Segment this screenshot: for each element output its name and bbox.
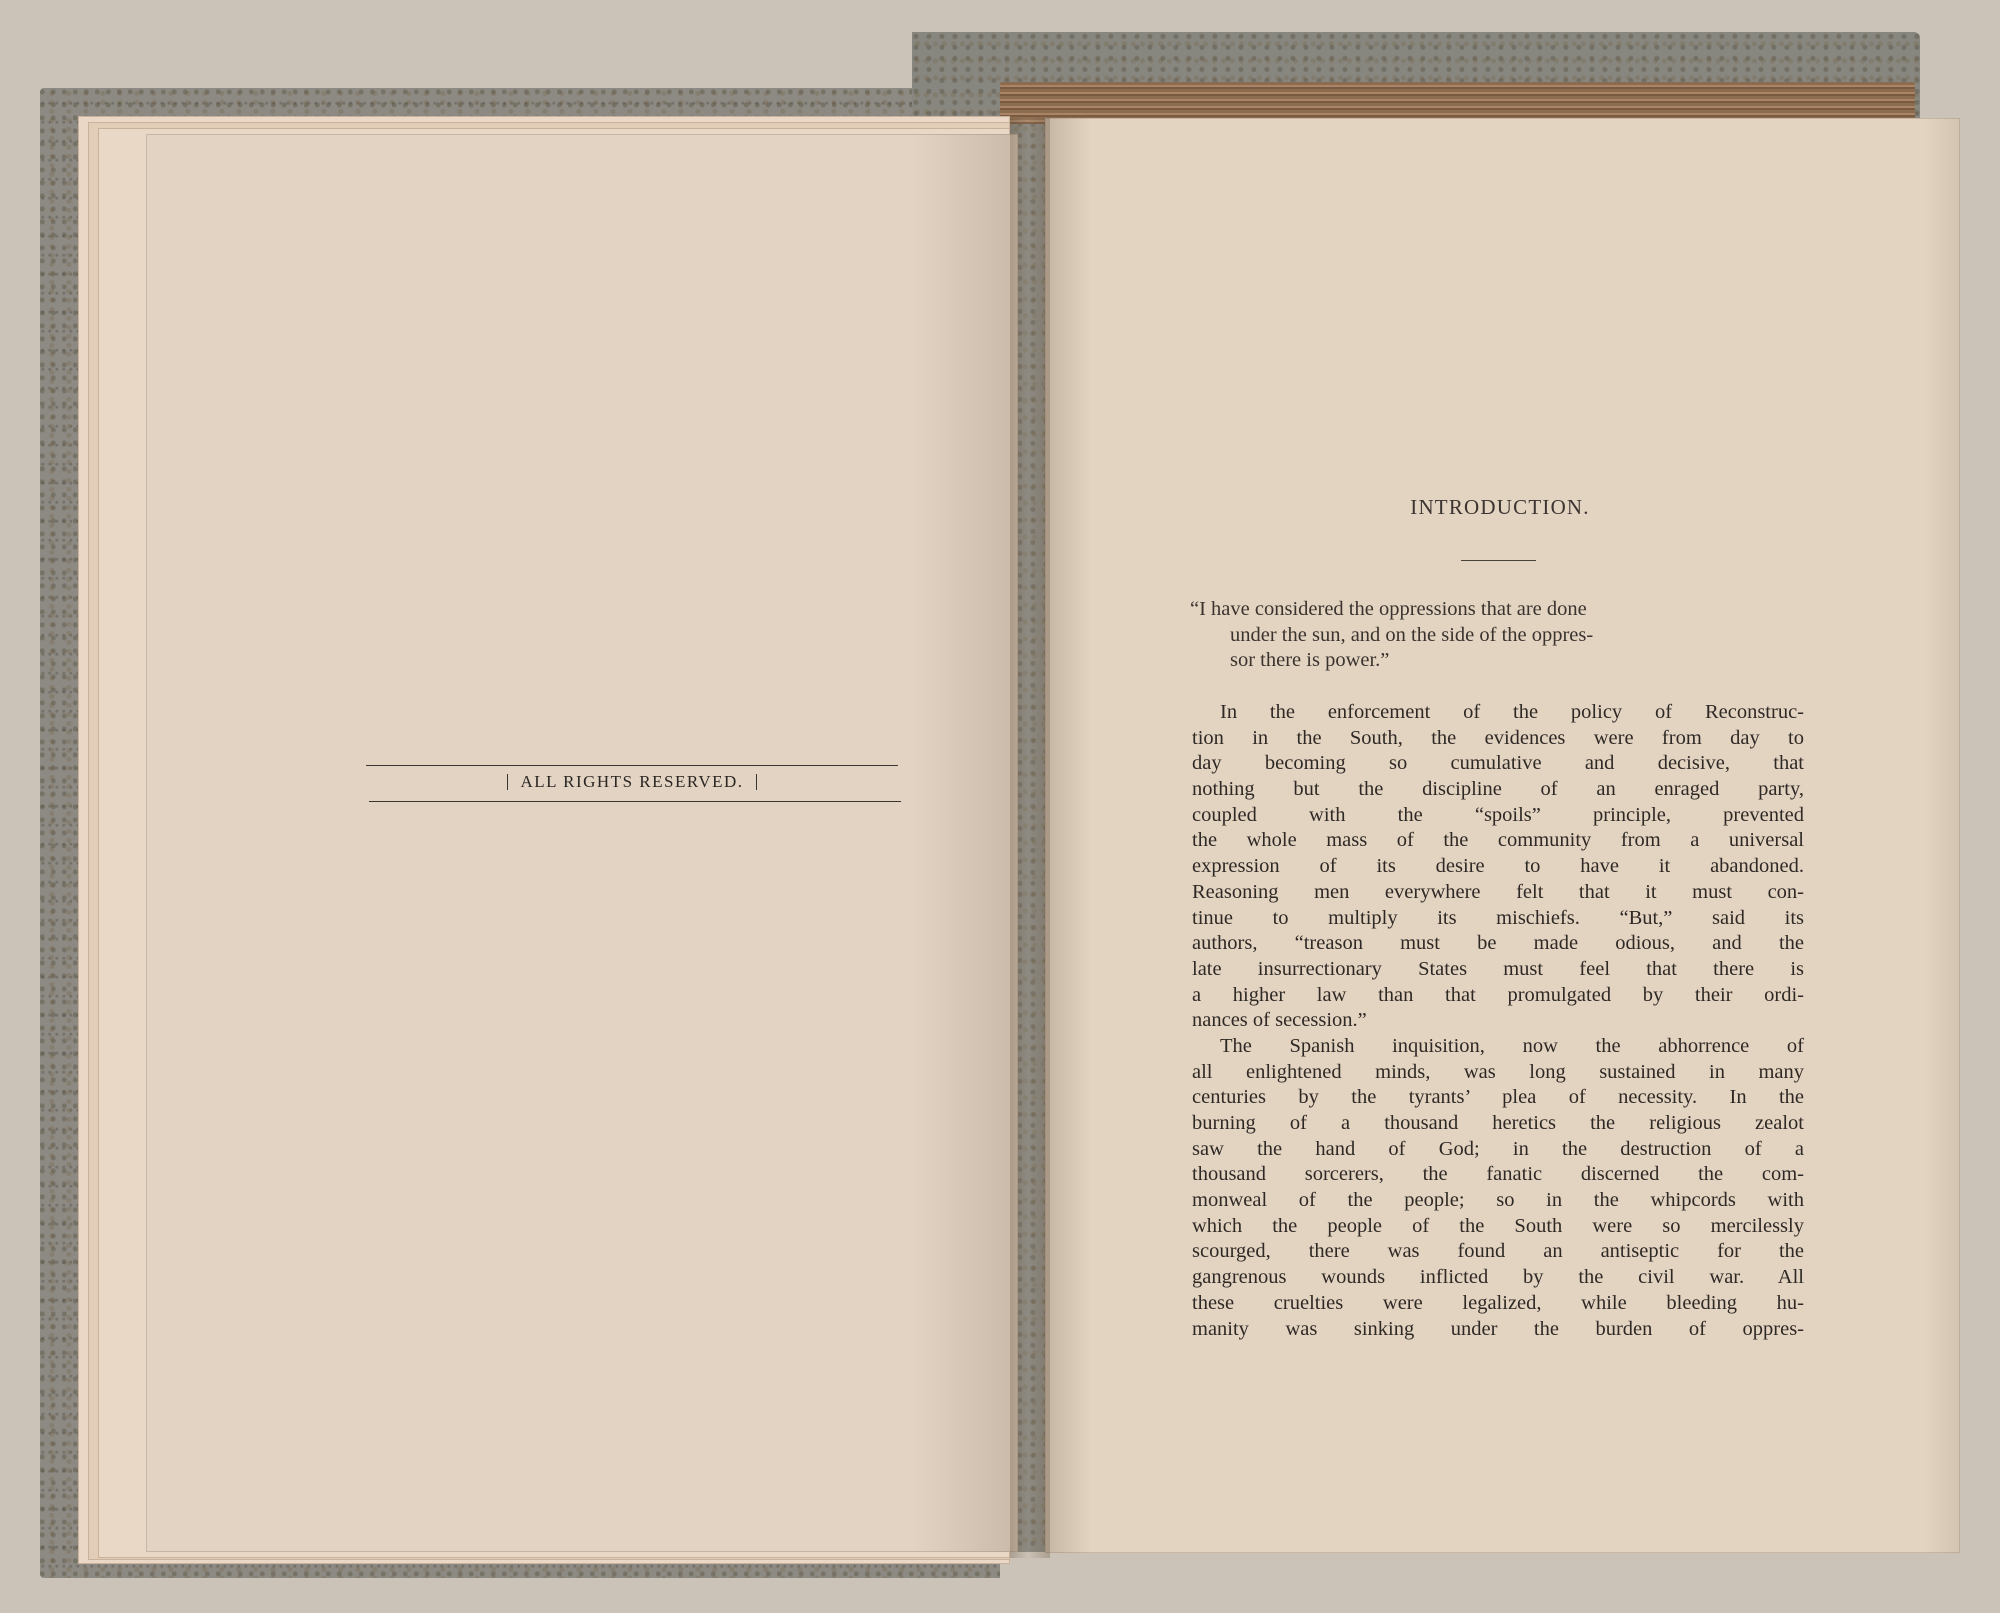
text-line: manity was sinking under the burden of oppres- — [1192, 1317, 1804, 1340]
text-line: burning of a thousand heretics the religious zealot — [1192, 1112, 1804, 1134]
text-line: The Spanish inquisition, now the abhorrence of — [1220, 1034, 1804, 1057]
body-text — [1192, 700, 1804, 1342]
text-line: scourged, there was found an antiseptic for the — [1192, 1240, 1804, 1263]
text-line: authors, “treason must be made odious, and the — [1192, 932, 1804, 955]
text-line: Reasoning men everywhere felt that it must con- — [1192, 880, 1804, 903]
text-line: day becoming so cumulative and decisive, that — [1192, 752, 1804, 775]
epigraph-line: “I have considered the oppressions that are done — [1190, 598, 1587, 620]
text-line: tinue to multiply its mischiefs. “But,” said its — [1192, 906, 1804, 929]
text-line: all enlightened minds, was long sustained in many — [1192, 1060, 1804, 1083]
text-line: tion in the South, the evidences were from day to — [1192, 726, 1804, 749]
heading-rule — [1461, 560, 1536, 561]
text-line: coupled with the “spoils” principle, prevented — [1192, 803, 1804, 826]
text-line: which the people of the South were so mercilessly — [1192, 1214, 1804, 1237]
text-line: expression of its desire to have it abandoned. — [1192, 855, 1804, 878]
page-heading: INTRODUCTION. — [1410, 495, 1590, 519]
book-gutter — [1010, 118, 1050, 1558]
epigraph-line: under the sun, and on the side of the oppres- — [1230, 623, 1594, 646]
text-line: a higher law than that promulgated by their ordi- — [1192, 983, 1804, 1006]
bar-right — [756, 774, 758, 790]
epigraph — [1190, 597, 1805, 674]
rule-bottom — [369, 801, 901, 802]
rights-notice-text: ALL RIGHTS RESERVED. — [520, 772, 744, 791]
text-line: nances of secession.” — [1192, 1009, 1367, 1032]
rule-top — [366, 765, 898, 766]
text-line: late insurrectionary States must feel that there is — [1192, 957, 1804, 980]
text-line: In the enforcement of the policy of Reconstruc- — [1220, 701, 1804, 723]
text-line: monweal of the people; so in the whipcords with — [1192, 1189, 1804, 1212]
rights-notice — [366, 772, 898, 792]
bar-left — [507, 774, 509, 790]
text-line: centuries by the tyrants’ plea of necessity. In the — [1192, 1086, 1804, 1109]
text-line: saw the hand of God; in the destruction of a — [1192, 1137, 1804, 1160]
rights-notice-block — [366, 765, 898, 803]
text-line: gangrenous wounds inflicted by the civil war. All — [1192, 1266, 1804, 1289]
text-line: these cruelties were legalized, while bleeding hu- — [1192, 1291, 1804, 1314]
text-line: the whole mass of the community from a universal — [1192, 829, 1804, 852]
text-line: thousand sorcerers, the fanatic discerned the com- — [1192, 1163, 1804, 1186]
text-line: nothing but the discipline of an enraged party, — [1192, 778, 1804, 801]
left-page — [146, 134, 1018, 1552]
epigraph-line: sor there is power.” — [1230, 649, 1390, 671]
